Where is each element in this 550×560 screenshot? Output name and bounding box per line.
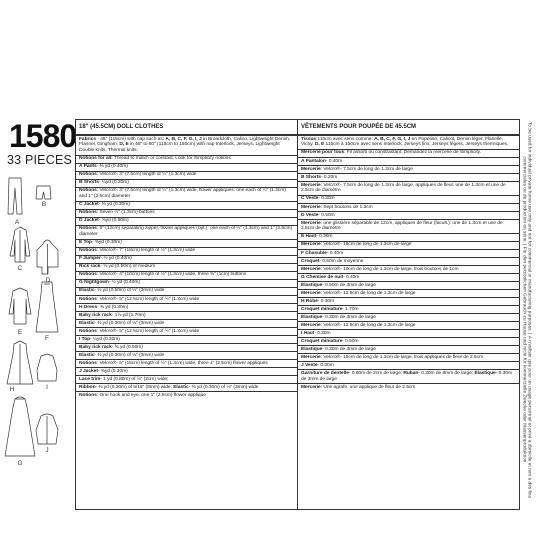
- row-label: Garniture de dentelle: [301, 370, 349, 376]
- view-label-f: F: [45, 335, 49, 342]
- table-row: [298, 150, 519, 158]
- table-row: [76, 328, 297, 336]
- table-row: [298, 370, 519, 384]
- table-row: [76, 172, 297, 180]
- row-text: - 0.80m de 2cm de large;: [348, 370, 404, 376]
- row-text: : 5" (12cm) separating zipper, flower appliques (opt.): one each of ½" (1.3cm) and 1" (2.5cm) diameter: [79, 226, 293, 238]
- table-row: [76, 376, 297, 384]
- row-label: G Nightgown: [79, 280, 109, 286]
- row-text: : Velcro®- 3" (7.5cm) length of ½" (1.3cm) wide: [96, 172, 197, 178]
- table-row: [76, 248, 297, 256]
- view-label-d: D: [45, 277, 51, 284]
- table-row: [76, 240, 297, 248]
- view-label-j: J: [45, 447, 49, 454]
- row-label: Notions: [79, 188, 97, 194]
- table-row: [76, 210, 297, 218]
- table-row: [298, 182, 519, 196]
- row-text: - 0.30m: [317, 362, 334, 368]
- row-text: : une glissière séparable de 12cm, appliques de fleur (facult.): une de 1.3cm et une de 2.5cm de diamètre: [301, 220, 503, 232]
- row-text: - 0.40m: [326, 250, 344, 256]
- table-row: [298, 258, 519, 266]
- table-row: [298, 330, 519, 338]
- row-text: - ⅜ yd (0.30m) of ⅛" (3mm) wide: [94, 320, 165, 326]
- french-rows: [298, 136, 519, 391]
- row-label: Baby rick rack: [79, 312, 112, 318]
- row-text: - 0.30m de 3mm de large: [301, 370, 512, 382]
- table-row: [298, 212, 519, 220]
- row-label: Notions: [79, 360, 97, 366]
- row-label: J Veste: [301, 362, 318, 368]
- nightgown-sketch: [5, 397, 35, 456]
- row-label: F Jumper: [79, 256, 101, 262]
- row-label: Mercerie: [301, 266, 321, 272]
- row-text: - ⅜yd (0.30m): [97, 368, 128, 374]
- view-label-a: A: [14, 219, 20, 226]
- table-row: [298, 174, 519, 182]
- table-row: [298, 166, 519, 174]
- row-text: : Velcro®- 3" (7.5cm) length of ½" (1.3cm) wide, flower appliques: one each of ½" (1.3cm) and 1" (2.5cm) diameter: [79, 188, 286, 200]
- jumper-sketch: [36, 282, 58, 332]
- row-text: - ⅜yd (0.30m): [91, 240, 122, 246]
- table-row: [76, 368, 297, 376]
- row-text: in 45" to 60" (115cm to 150cm) with nap Interlock, Jerseys, Lightweight Double knits, Thermal knits.: [79, 142, 280, 154]
- row-text: - 0.30m de 8mm de large;: [418, 370, 475, 376]
- table-row: [76, 136, 297, 156]
- table-row: [76, 320, 297, 328]
- row-text: - ⅜ yd (0.40m): [96, 164, 128, 170]
- table-row: [298, 242, 519, 250]
- table-row: [298, 298, 519, 306]
- table-row: [298, 220, 519, 234]
- table-row: [76, 156, 297, 164]
- row-label: Élastique: [474, 370, 496, 376]
- row-text: - 1⅞ yd (1.70m): [111, 312, 146, 318]
- row-text: - 0.40m: [325, 158, 343, 164]
- table-row: [76, 202, 297, 210]
- table-row: [76, 226, 297, 240]
- row-label: D, E: [119, 142, 129, 148]
- row-text: in Broadcloth, Calico, Lightweight Denim, Flannel, Gingham.: [79, 136, 291, 148]
- table-row: [76, 392, 297, 399]
- row-label: A, B, C, F, G, I, J: [165, 136, 202, 142]
- row-text: : Velcro®- 10cm de long de 1.3cm de large, trois boutons de 1cm: [320, 266, 459, 272]
- yardage-table: [75, 119, 520, 510]
- table-row: [298, 354, 519, 362]
- table-row: [76, 352, 297, 360]
- row-label: E Top: [79, 240, 92, 246]
- row-label: Elastic: [173, 384, 189, 390]
- row-label: Baby rick rack: [79, 344, 112, 350]
- row-label: Tissus: [301, 136, 317, 142]
- row-label: I Top: [79, 336, 91, 342]
- row-text: 115cm à 150cm avec sens Interlock, Jerseys fins, Jerseys légers, Jerseys thermiques.: [324, 142, 509, 148]
- pattern-number: 1580: [9, 118, 77, 154]
- row-text: - ⅜ yd (0.30m) of ⅛" (3mm) wide: [188, 384, 259, 390]
- row-label: I Haut: [301, 330, 315, 336]
- row-label: Mercerie: [301, 204, 321, 210]
- row-label: Notions for all:: [79, 156, 113, 162]
- table-row: [298, 384, 519, 391]
- row-label: C Jacket: [79, 202, 99, 208]
- row-label: Rick rack: [79, 264, 101, 270]
- row-text: - ⅝ yd (0.50m) of ⅛" (3mm) wide: [94, 288, 165, 294]
- row-text: - 0.30m: [316, 234, 333, 240]
- row-label: Notions: [79, 328, 97, 334]
- row-label: Ribbon: [79, 384, 96, 390]
- row-text: : Velcro®- 6" (15cm) length of ½" (1.3cm) wide, three 1" (2.5cm) flower appliques: [96, 360, 268, 366]
- table-row: [76, 312, 297, 320]
- view-label-i: I: [46, 384, 48, 391]
- row-label: H Robe: [301, 298, 318, 304]
- top-i-sketch: [37, 354, 57, 381]
- row-label: Croquet miniature: [301, 338, 343, 344]
- table-row: [76, 384, 297, 392]
- row-text: : Fil assorti ou constrastant. Demandez la mercerie de Simplicity.: [344, 150, 482, 156]
- table-row: [76, 296, 297, 304]
- row-text: en Popeline, Calicot, Denim léger, Flanelle, Vichy.: [301, 136, 503, 148]
- table-row: [76, 360, 297, 368]
- french-header: VÊTEMENTS POUR POUPÉE DE 45.5CM: [298, 120, 519, 136]
- row-text: - 1.70m: [342, 306, 359, 312]
- table-row: [298, 290, 519, 298]
- table-row: [298, 204, 519, 212]
- row-label: A Pants: [79, 164, 97, 170]
- view-label-h: H: [9, 386, 15, 393]
- row-label: Mercerie: [301, 290, 321, 296]
- table-row: [76, 304, 297, 312]
- table-row: [298, 274, 519, 282]
- row-label: B Shorts: [79, 180, 99, 186]
- table-row: [76, 256, 297, 264]
- row-text: - ¼yd (0.30m): [90, 336, 120, 342]
- row-text: : Velcro®- 12.5cm de long de 1.3cm de large: [320, 290, 416, 296]
- table-row: [298, 158, 519, 166]
- row-text: : Velcro®- 7.5cm de long de 1.3cm de large: [320, 166, 413, 172]
- row-text: : Velcro®- 15cm de long de 1.3cm de large, trois appliques de fleur de 2.5cm: [320, 354, 484, 360]
- row-label: Notions: [79, 272, 97, 278]
- view-label-g: G: [17, 460, 23, 467]
- row-text: - 0.50m: [342, 338, 359, 344]
- row-text: : Velcro®- 18cm de long de 1.3cm de large: [320, 242, 412, 248]
- jacket-j-sketch: [36, 414, 58, 444]
- row-label: Mercerie: [301, 182, 321, 188]
- row-label: Mercerie pour tous: [301, 150, 345, 156]
- table-row: [76, 218, 297, 226]
- row-text: : Velcro®- 7" (18cm) length of ½" (1.3cm) wide: [96, 248, 196, 254]
- row-label: Croquet: [301, 258, 320, 264]
- table-row: [76, 180, 297, 188]
- row-label: Croquet miniature: [301, 306, 343, 312]
- usage-notice-text: To be used for individual private home use only and not for commercial or manufacturing purposes. | À n'utiliser que pour un usage personnel et privé à domicile et non à des fins commerciales ou de production en série. | Für den persönlichen Gebrauch zu Hause und nicht für kommerzielle Zwecke oder Massenproduktion.: [521, 122, 532, 498]
- table-row: [298, 338, 519, 346]
- row-text: - ⅜ yd (0.30m): [97, 304, 129, 310]
- row-text: - ⅜ yd (0.30m): [98, 202, 130, 208]
- row-label: Notions: [79, 226, 97, 232]
- jacket-c-sketch: [10, 227, 30, 262]
- table-row: [76, 264, 297, 272]
- table-row: [298, 362, 519, 370]
- row-text: - 0.30m de 3mm de large: [322, 346, 376, 352]
- row-label: Notions: [79, 210, 97, 216]
- row-label: Notions: [79, 172, 97, 178]
- dress-sketch: [7, 341, 33, 384]
- row-text: : Velcro®- 7.5cm de long de 1.3cm de large, appliques de fleur. une de 1.3cm et une de 2.5cm de diamètre: [301, 182, 506, 194]
- row-text: :115cm avec sens comme:: [316, 136, 375, 142]
- row-text: - 0.30m de 3mm de large: [322, 314, 376, 320]
- usage-notice: [506, 110, 546, 510]
- row-text: - 0.30m: [318, 196, 335, 202]
- table-row: [76, 280, 297, 288]
- row-label: G Chemise de nuit: [301, 274, 344, 280]
- table-row: [298, 196, 519, 204]
- row-label: Elastic: [79, 320, 95, 326]
- top-e-sketch: [9, 288, 31, 324]
- row-text: : Velcro®- 5" (12.5cm) length of ½" (1.3cm) wide: [96, 296, 200, 302]
- table-row: [76, 288, 297, 296]
- row-label: Ruban: [403, 370, 419, 376]
- row-label: Mercerie: [301, 384, 321, 390]
- row-label: J Jacket: [79, 368, 98, 374]
- row-text: : Sept boutons de 1.3cm: [320, 204, 373, 210]
- row-label: D Veste: [301, 212, 319, 218]
- row-label: Mercerie: [301, 220, 321, 226]
- row-label: Mercerie: [301, 322, 321, 328]
- row-label: Notions: [79, 296, 97, 302]
- view-label-b: B: [41, 201, 47, 208]
- row-label: Notions: [79, 392, 97, 398]
- shorts-sketch: [36, 186, 51, 199]
- row-text: : Une agrafe. une applique de fleur de 2.5cm: [320, 384, 416, 390]
- row-label: Elastic: [79, 352, 95, 358]
- english-rows: [76, 136, 297, 399]
- row-text: : Seven ½" (1.3cm) buttons: [96, 210, 155, 216]
- row-label: Élastique: [301, 346, 323, 352]
- table-row: [298, 250, 519, 258]
- row-text: : One hook and eye. one 1" (2.5cm) flower applique: [96, 392, 206, 398]
- row-label: A, B, C, F, G, I, J: [374, 136, 411, 142]
- row-label: Élastique: [301, 314, 323, 320]
- french-column: [297, 120, 519, 509]
- row-text: - ⅜ yd (0.30m) of 5/16" (8mm) wide;: [95, 384, 174, 390]
- row-label: Fabrics: [79, 136, 97, 142]
- row-label: Mercerie: [301, 354, 321, 360]
- row-label: E Haut: [301, 234, 317, 240]
- table-row: [76, 344, 297, 352]
- row-label: Mercerie: [301, 242, 321, 248]
- row-text: - 0.40m: [343, 274, 360, 280]
- view-label-e: E: [17, 329, 23, 336]
- row-text: - 1 yd (0.80m) of ⅞" (2cm) wide;: [100, 376, 169, 382]
- row-label: H Dress: [79, 304, 98, 310]
- table-row: [298, 322, 519, 330]
- table-row: [76, 272, 297, 280]
- table-row: [298, 346, 519, 354]
- row-text: - 0.50m de 3mm de large: [322, 282, 376, 288]
- row-label: F Chasuble: [301, 250, 327, 256]
- row-label: D, E: [314, 142, 325, 148]
- row-text: - 0.30m: [314, 330, 331, 336]
- row-text: - ½ yd (0.40m): [108, 280, 140, 286]
- table-row: [298, 306, 519, 314]
- english-column: [76, 120, 297, 509]
- garment-sketches: [0, 174, 70, 504]
- table-row: [76, 188, 297, 202]
- table-row: [298, 282, 519, 290]
- table-row: [298, 136, 519, 150]
- english-header: 18" (45.5CM) DOLL CLOTHES: [76, 120, 297, 136]
- pieces-count: 33 PIECES: [7, 153, 73, 167]
- view-label-c: C: [17, 265, 23, 272]
- row-label: Mercerie: [301, 166, 321, 172]
- table-row: [298, 266, 519, 274]
- row-text: : Velcro®- 12.5cm de long de 1.3cm de large: [320, 322, 416, 328]
- row-text: - ⅝yd (0.50m): [98, 218, 129, 224]
- row-text: - ⅝ yd (0.50m) of medium: [100, 264, 156, 270]
- table-row: [76, 336, 297, 344]
- row-text: - 0.50m: [318, 212, 335, 218]
- row-text: Thread to match or contrast. Look for Simplicity notions.: [112, 156, 233, 162]
- row-label: Elastic: [79, 288, 95, 294]
- row-text: - 0.30m: [317, 298, 335, 304]
- row-label: Lace trim: [79, 376, 101, 382]
- table-row: [76, 164, 297, 172]
- row-label: Notions: [79, 248, 97, 254]
- row-text: : Velcro®- 4" (10cm) length of ½" (1.3cm) wide, three ⅜" (1cm) buttons: [96, 272, 247, 278]
- row-text: - 45" (115cm) with nap such as:: [96, 136, 166, 142]
- row-text: - ¼yd (0.20m): [98, 180, 129, 186]
- hooded-jacket-sketch: [37, 240, 58, 274]
- row-text: - 0.20m: [320, 174, 338, 180]
- row-label: D Jacket: [79, 218, 99, 224]
- table-row: [298, 314, 519, 322]
- table-row: [298, 234, 519, 242]
- row-text: - ½ yd (0.40m): [100, 256, 132, 262]
- row-text: - ⅝ yd (0.50m): [111, 344, 143, 350]
- row-text: - ⅜ yd (0.30m) of ⅛" (3mm) wide: [94, 352, 165, 358]
- row-label: A Pantalon: [301, 158, 326, 164]
- row-text: - 0.50m de moyenne: [319, 258, 364, 264]
- row-text: : Velcro®- 5" (12.5cm) length of ½" (1.3cm) wide: [96, 328, 200, 334]
- row-label: B Shorts: [301, 174, 321, 180]
- row-label: Élastique: [301, 282, 323, 288]
- pants-sketch: [8, 178, 22, 214]
- row-label: C Veste: [301, 196, 319, 202]
